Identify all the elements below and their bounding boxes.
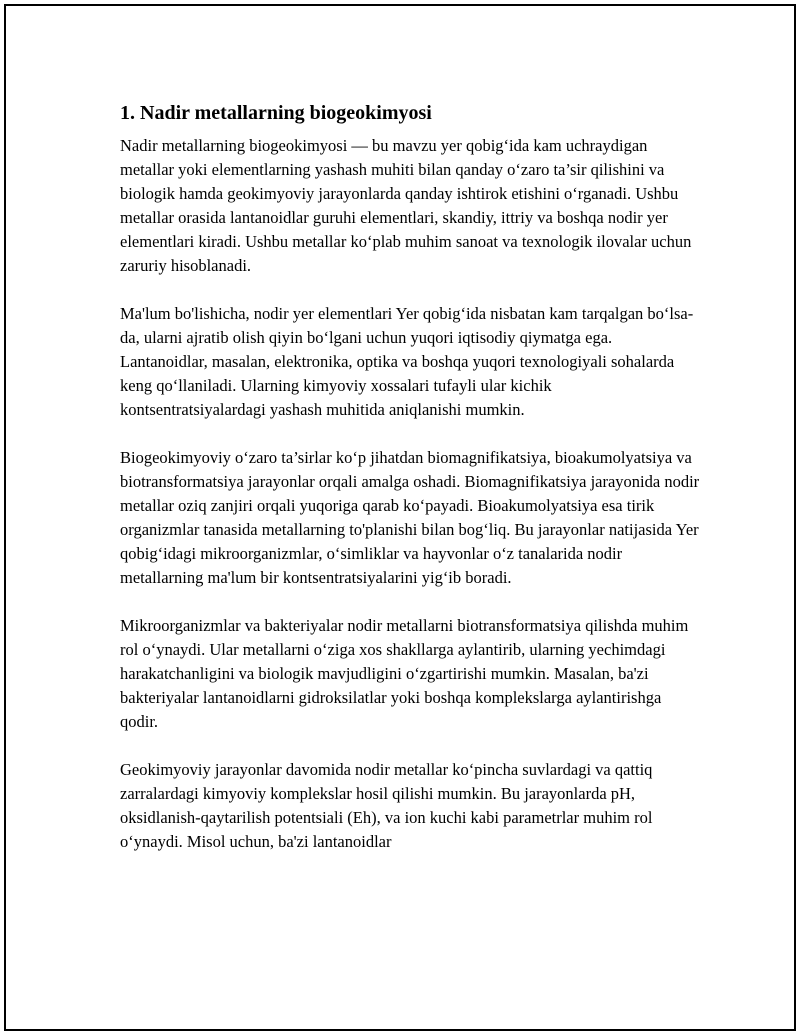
- paragraph-5: Geokimyoviy jarayonlar davomida nodir metallar ko‘pincha suvlardagi va qattiq zarralardagi kimyoviy komplekslar hosil qilishi mumkin. Bu jarayonlarda pH, oksidlanish-qaytarilish potentsiali (Eh), va ion kuchi kabi parametrlar muhim rol o‘ynaydi. Misol uchun, ba'zi lantanoidlar: [120, 760, 653, 851]
- paragraph-4: Mikroorganizmlar va bakteriyalar nodir metallarni biotransformatsiya qilishda muhim rol o‘ynaydi. Ular metallarni o‘ziga xos shakllarga aylantirib, ularning yechimdagi harakatchanligini va biologik mavjudligini o‘zgartirishi mumkin. Masalan, ba'zi bakteriyalar lantanoidlarni gidroksilatlar yoki boshqa komplekslarga aylantirishga qodir.: [120, 616, 689, 731]
- document-content: [120, 100, 700, 878]
- paragraph-1: Nadir metallarning biogeokimyosi — bu mavzu yer qobig‘ida kam uchraydigan metallar yoki elementlarning yashash muhiti bilan qanday o‘zaro ta’sir qilishini va biologik hamda geokimyoviy jarayonlarda qanday ishtirok etishini o‘rganadi. Ushbu metallar orasida lantanoidlar guruhi elementlari, skandiy, ittriy va boshqa nodir yer elementlari kiradi. Ushbu metallar ko‘plab muhim sanoat va texnologik ilovalar uchun zaruriy hisoblanadi.: [120, 136, 692, 275]
- paragraph-2: Ma'lum bo'lishicha, nodir yer elementlari Yer qobig‘ida nisbatan kam tarqalgan bo‘lsa-da, ularni ajratib olish qiyin bo‘lgani uchun yuqori iqtisodiy qiymatga ega. Lantanoidlar, masalan, elektronika, optika va boshqa yuqori texnologiyali sohalarda keng qo‘llaniladi. Ularning kimyoviy xossalari tufayli ular kichik kontsentratsiyalardagi yashash muhitida aniqlanishi mumkin.: [120, 304, 694, 419]
- section-heading: 1. Nadir metallarning biogeokimyosi: [120, 102, 432, 124]
- document-page: [4, 4, 796, 1031]
- paragraph-3: Biogeokimyoviy o‘zaro ta’sirlar ko‘p jihatdan biomagnifikatsiya, bioakumolyatsiya va biotransformatsiya jarayonlar orqali amalga oshadi. Biomagnifikatsiya jarayonida nodir metallar oziq zanjiri orqali yuqoriga qarab ko‘payadi. Bioakumolyatsiya esa tirik organizmlar tanasida metallarning to'planishi bilan bog‘liq. Bu jarayonlar natijasida Yer qobig‘idagi mikroorganizmlar, o‘simliklar va hayvonlar o‘z tanalarida nodir metallarning ma'lum bir kontsentratsiyalarini yig‘ib boradi.: [120, 448, 700, 587]
